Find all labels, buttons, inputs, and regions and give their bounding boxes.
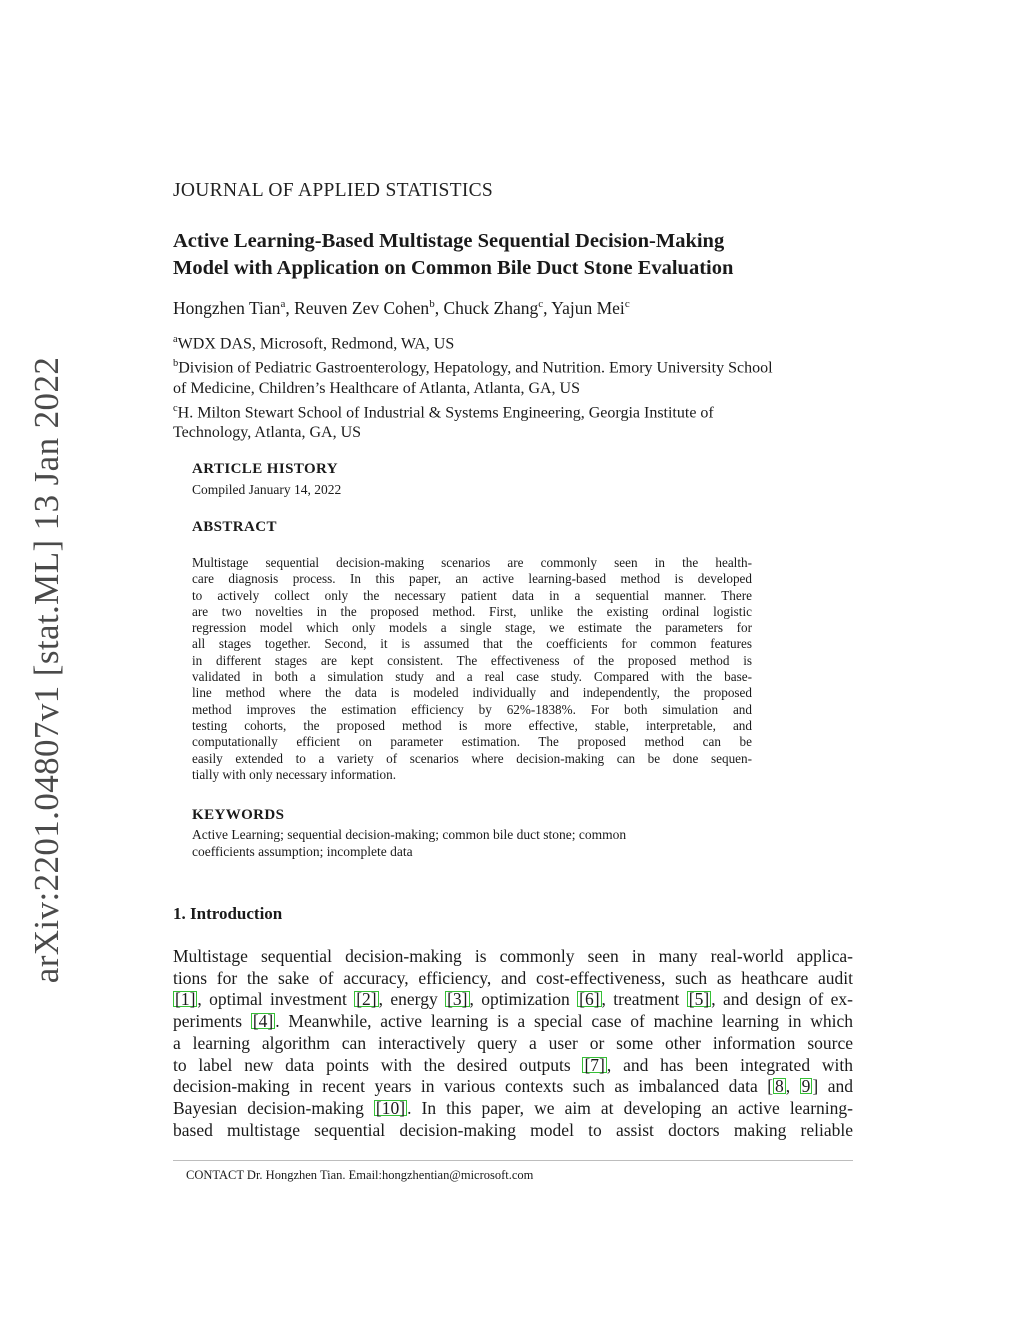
author-name: Yajun Mei [551,298,625,318]
journal-name: JOURNAL OF APPLIED STATISTICS [173,180,494,201]
affiliation-c-cont: Technology, Atlanta, GA, US [173,423,362,441]
abstract-line: all stages together. Second, it is assumed that the coefficients for common features [192,636,752,652]
affiliation-mark: c [173,402,178,414]
author-affiliation-mark: c [624,298,630,311]
arxiv-sidebar [24,355,70,985]
abstract-line: tially with only necessary information. [192,766,396,782]
citation-link[interactable]: [4] [252,1011,274,1032]
body-line: decision-making in recent years in various contexts such as imbalanced data [ 8 , 9 ] and [173,1076,853,1097]
citation-link[interactable]: [1] [175,989,196,1010]
affiliation-a [173,330,863,354]
author-name: Hongzhen Tian [173,298,281,318]
affiliations [173,330,863,443]
compiled-date: Compiled January 14, 2022 [192,482,342,497]
abstract-body [192,555,752,783]
affiliation-mark: b [173,358,179,370]
contact-footnote: CONTACT Dr. Hongzhen Tian. Email:hongzhentian@microsoft.com [186,1168,534,1182]
author-list [173,298,630,319]
body-line: a learning algorithm can interactively query a user or some other information source [173,1032,853,1053]
body-line: Multistage sequential decision-making is commonly seen in many real-world applica- [173,946,853,966]
abstract-line: Multistage sequential decision-making scenarios are commonly seen in the health- [192,555,752,570]
footnote-rule [173,1160,853,1161]
keywords-line: coefficients assumption; incomplete data [192,844,413,859]
abstract-line: are two novelties in the proposed method. First, unlike the existing ordinal logistic [192,603,752,619]
title-line: Model with Application on Common Bile Duct Stone Evaluation [173,257,734,279]
affiliation-b [173,354,863,378]
abstract-line: in different stages are kept consistent. The effectiveness of the proposed method is [192,652,752,668]
body-line: [1] , optimal investment [2] , energy [3] , optimization [6] , treatment [5] , and design of ex- [175,989,854,1010]
body-line: Bayesian decision-making [10] . In this paper, we aim at developing an active learning- [173,1097,853,1118]
abstract-line: testing cohorts, the proposed method is more effective, stable, interpretable, and [192,717,752,733]
introduction-heading: 1. Introduction [173,904,283,923]
paper-title [173,228,863,282]
citation-link[interactable]: [2] [356,989,377,1010]
citation-link[interactable]: [7] [584,1054,605,1075]
abstract-line: to actively collect only the necessary patient data in a sequential manner. There [192,587,752,603]
body-line: based multistage sequential decision-making model to assist doctors making reliable [173,1119,853,1140]
author-name: Reuven Zev Cohen [294,298,430,318]
affiliation-c [173,399,863,423]
keywords-heading: KEYWORDS [192,807,285,823]
abstract-line: easily extended to a variety of scenarios where decision-making can be done sequen- [192,750,752,766]
author-affiliation-mark: a [280,298,286,311]
body-line: tions for the sake of accuracy, efficiency, and cost-effectiveness, such as heathcare audit [173,967,853,988]
author-affiliation-mark: c [538,298,544,311]
introduction-body [173,946,853,1141]
abstract-line: computationally efficient on parameter estimation. The proposed method can be [192,734,752,750]
citation-link[interactable]: [6] [579,989,600,1010]
abstract-heading: ABSTRACT [192,519,277,535]
body-line: to label new data points with the desired outputs [7] , and has been integrated with [173,1054,853,1075]
affiliation-text: H. Milton Stewart School of Industrial & Systems Engineering, Georgia Institute of [177,403,714,421]
arxiv-identifier[interactable]: arXiv:2201.04807v1 [stat.ML] 13 Jan 2022 [27,356,66,984]
keywords-body [192,826,626,860]
title-line: Active Learning-Based Multistage Sequential Decision-Making [173,230,725,252]
abstract-line: line method where the data is modeled individually and independently, the proposed [192,685,752,701]
affiliation-text: Division of Pediatric Gastroenterology, Hepatology, and Nutrition. Emory University School [178,359,773,377]
author-name: Chuck Zhang [443,298,539,318]
affiliation-b-cont: of Medicine, Children’s Healthcare of Atlanta, Atlanta, GA, US [173,379,581,397]
author-affiliation-mark: b [429,298,435,311]
citation-link[interactable]: [10] [375,1097,406,1118]
abstract-line: method improves the estimation efficiency by 62%-1838%. For both simulation and [192,701,752,717]
author-separator: , [285,298,295,318]
citation-link[interactable]: [5] [688,989,710,1010]
citation-link[interactable]: 8 [775,1076,784,1097]
keywords-line: Active Learning; sequential decision-making; common bile duct stone; common [192,827,627,842]
affiliation-text: WDX DAS, Microsoft, Redmond, WA, US [177,335,455,353]
abstract-line: care diagnosis process. In this paper, an active learning-based method is developed [192,571,752,587]
affiliation-mark: a [173,334,178,345]
abstract-line: validated in both a simulation study and a real case study. Compared with the base- [192,669,752,685]
abstract-line: regression model which only models a single stage, we estimate the parameters for [192,620,752,636]
article-history-heading: ARTICLE HISTORY [192,461,338,477]
citation-link[interactable]: 9 [801,1076,811,1097]
body-line: periments [4] . Meanwhile, active learning is a special case of machine learning in which [173,1011,854,1032]
author-separator: , [434,298,444,318]
author-separator: , [543,298,552,318]
citation-link[interactable]: [3] [447,989,468,1010]
